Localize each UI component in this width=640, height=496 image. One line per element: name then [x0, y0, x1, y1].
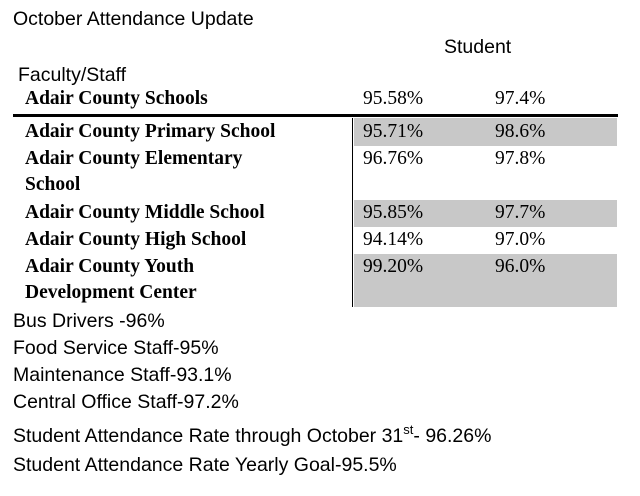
school-name: Adair County Primary School — [25, 121, 276, 142]
faculty-rate: 99.20% — [363, 256, 424, 277]
staff-rate-maintenance: Maintenance Staff-93.1% — [13, 364, 232, 386]
student-rate: 97.0% — [495, 229, 546, 250]
faculty-rate: 95.85% — [363, 202, 424, 223]
student-rate-goal: Student Attendance Rate Yearly Goal-95.5% — [13, 454, 397, 476]
rate-value: - 96.26% — [413, 425, 492, 447]
student-rate: 97.8% — [495, 148, 546, 169]
school-name: Adair County Middle School — [25, 202, 265, 223]
rate-text: Student Attendance Rate through October 31 — [13, 425, 404, 447]
student-rate: 97.7% — [495, 202, 546, 223]
school-name: Adair County Elementary — [25, 148, 243, 169]
school-name: Adair County High School — [25, 229, 247, 250]
rate-ordinal-suffix: st — [403, 422, 414, 437]
student-rate: 98.6% — [495, 121, 546, 142]
faculty-rate: 94.14% — [363, 229, 424, 250]
faculty-column-header: Faculty/Staff — [18, 64, 127, 86]
district-name: Adair County Schools — [25, 88, 208, 109]
school-name-continued: School — [25, 174, 81, 195]
table-column-divider — [352, 118, 353, 307]
student-column-header: Student — [444, 36, 512, 58]
staff-rate-food-service: Food Service Staff-95% — [13, 337, 219, 359]
header-divider — [13, 114, 618, 117]
school-name-continued: Development Center — [25, 282, 197, 303]
page-title: October Attendance Update — [13, 8, 254, 30]
district-student-rate: 97.4% — [495, 88, 546, 109]
faculty-rate: 96.76% — [363, 148, 424, 169]
student-rate-to-date — [13, 422, 492, 448]
student-rate: 96.0% — [495, 256, 546, 277]
faculty-rate: 95.71% — [363, 121, 424, 142]
district-faculty-rate: 95.58% — [363, 88, 424, 109]
staff-rate-central-office: Central Office Staff-97.2% — [13, 391, 239, 413]
school-name: Adair County Youth — [25, 256, 195, 277]
staff-rate-bus-drivers: Bus Drivers -96% — [13, 310, 165, 332]
